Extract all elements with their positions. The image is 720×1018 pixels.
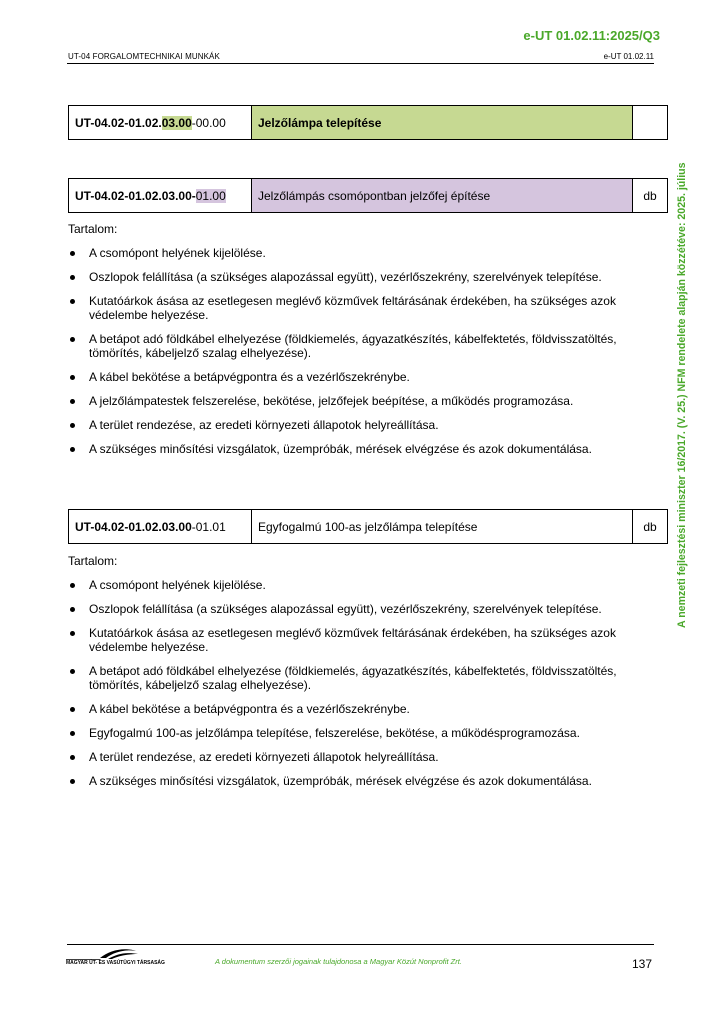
content-label: Tartalom: [68, 554, 118, 568]
content-list-2 [68, 578, 658, 798]
side-note-text: A nemzeti fejlesztési miniszter 16/2017. (V. 25.) NFM rendelete alapján közzétéve: 2025. július [676, 162, 688, 628]
content-label: Tartalom: [68, 222, 118, 236]
chapter-rest: ORGALOMTECHNIKAI MUNKÁK [97, 52, 220, 61]
list-item: A terület rendezése, az eredeti környezeti állapotok helyreállítása. [68, 750, 658, 764]
list-item: A csomópont helyének kijelölése. [68, 246, 658, 260]
document-code: e-UT 01.02.11:2025/Q3 [523, 28, 660, 43]
list-item: Kutatóárkok ásása az esetlegesen meglévő közművek feltárásának érdekében, ha szükséges azok védelembe helyezése. [68, 294, 658, 322]
code-part: -01.01 [191, 519, 226, 534]
item-title: Jelzőlámpa telepítése [252, 106, 633, 140]
logo-swoosh-icon [66, 947, 166, 961]
item-unit: db [633, 510, 668, 544]
item-table-1 [68, 105, 668, 140]
code-highlight: 03.00 [161, 115, 192, 130]
item-unit [633, 106, 668, 140]
item-unit: db [633, 179, 668, 213]
list-item: Egyfogalmú 100-as jelzőlámpa telepítése, felszerelése, bekötése, a működésprogramozása. [68, 726, 658, 740]
list-item: A kábel bekötése a betápvégpontra és a vezérlőszekrénybe. [68, 702, 658, 716]
item-code [69, 510, 252, 544]
footer-divider [67, 944, 654, 945]
code-part: UT-04.02-01.02.03.00- [75, 188, 196, 203]
item-table-2 [68, 178, 668, 213]
item-title: Egyfogalmú 100-as jelzőlámpa telepítése [252, 510, 633, 544]
header-divider [67, 63, 654, 64]
item-table-3 [68, 509, 668, 544]
chapter-title [68, 52, 220, 61]
organization-name: MAGYAR ÚT- ÉS VASÚTÜGYI TÁRSASÁG [66, 960, 165, 966]
list-item: A betápot adó földkábel elhelyezése (földkiemelés, ágyazatkészítés, kábelfektetés, földvisszatöltés, tömörítés, kábeljelző szalag elhelyezése). [68, 664, 658, 692]
list-item: Oszlopok felállítása (a szükséges alapozással együtt), vezérlőszekrény, szerelvények telepítése. [68, 602, 658, 616]
item-code [69, 106, 252, 140]
list-item: A betápot adó földkábel elhelyezése (földkiemelés, ágyazatkészítés, kábelfektetés, földvisszatöltés, tömörítés, kábeljelző szalag elhelyezése). [68, 332, 658, 360]
copyright-notice: A dokumentum szerzői jogainak tulajdonosa a Magyar Közút Nonprofit Zrt. [215, 957, 462, 966]
code-highlight: 01.00 [195, 188, 226, 203]
list-item: A terület rendezése, az eredeti környezeti állapotok helyreállítása. [68, 418, 658, 432]
organization-logo [66, 947, 166, 969]
code-part: UT-04.02-01.02. [75, 115, 162, 130]
list-item: A kábel bekötése a betápvégpontra és a vezérlőszekrénybe. [68, 370, 658, 384]
chapter-prefix: UT-04 F [68, 52, 98, 61]
list-item: A szükséges minősítési vizsgálatok, üzempróbák, mérések elvégzése és azok dokumentálása. [68, 774, 658, 788]
code-part: -00.00 [191, 115, 226, 130]
list-item: A szükséges minősítési vizsgálatok, üzempróbák, mérések elvégzése és azok dokumentálása. [68, 442, 658, 456]
content-list-1 [68, 246, 658, 466]
page-number: 137 [631, 957, 652, 971]
list-item: A csomópont helyének kijelölése. [68, 578, 658, 592]
item-title: Jelzőlámpás csomópontban jelzőfej építése [252, 179, 633, 213]
header-code: e-UT 01.02.11 [603, 52, 654, 61]
list-item: Kutatóárkok ásása az esetlegesen meglévő közművek feltárásának érdekében, ha szükséges azok védelembe helyezése. [68, 626, 658, 654]
code-part: UT-04.02-01.02.03.00 [75, 519, 192, 534]
list-item: A jelzőlámpatestek felszerelése, bekötése, jelzőfejek beépítése, a működés programozása. [68, 394, 658, 408]
item-code [69, 179, 252, 213]
list-item: Oszlopok felállítása (a szükséges alapozással együtt), vezérlőszekrény, szerelvények telepítése. [68, 270, 658, 284]
